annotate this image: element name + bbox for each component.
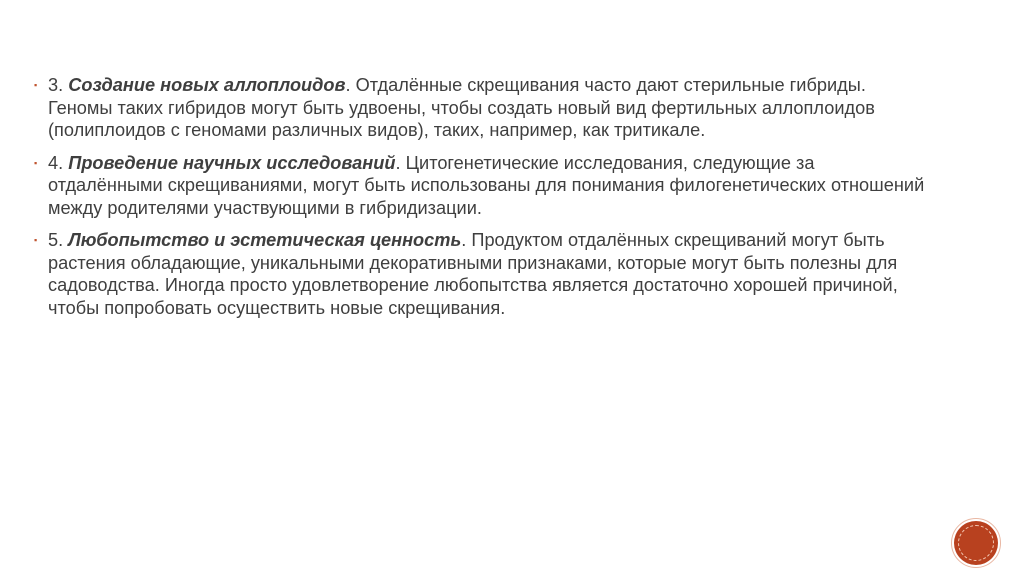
bullet-icon: ▪ — [34, 157, 38, 168]
badge-ring — [958, 525, 994, 561]
bullet-icon: ▪ — [34, 80, 38, 90]
item-text: . Продуктом отдалённых скрещиваний могут быть растения обладающие, уникальными декоративными признаками, которые могут быть полезны для садоводства. Иногда просто удовлетворение любопытства является достаточно хорошей причиной, чтобы попробовать осуществить новые скрещивания. — [48, 230, 898, 318]
list-item — [34, 152, 934, 220]
list-item — [34, 229, 934, 319]
item-title: Проведение научных исследований — [68, 152, 396, 173]
slide-content — [34, 74, 934, 329]
item-number: 5. — [48, 230, 69, 250]
list-item — [34, 74, 934, 142]
item-text: . Цитогенетические исследования, следующие за отдалёнными скрещиваниями, могут быть использованы для понимания филогенетических отношений между родителями участвующими в гибридизации. — [48, 152, 925, 218]
item-title: Создание новых аллоплоидов — [68, 75, 346, 95]
item-title: Любопытство и эстетическая ценность — [68, 230, 462, 250]
item-text: . Отдалённые скрещивания часто дают стерильные гибриды. Геномы таких гибридов могут быть удвоены, чтобы создать новый вид фертильных аллоплоидов (полиплоидов с геномами различных видов), таких, например, как тритикале. — [48, 75, 875, 140]
item-number: 4. — [48, 152, 69, 173]
bullet-icon: ▪ — [34, 235, 38, 245]
slide-number-badge-icon — [954, 521, 998, 565]
item-number: 3. — [48, 75, 69, 95]
